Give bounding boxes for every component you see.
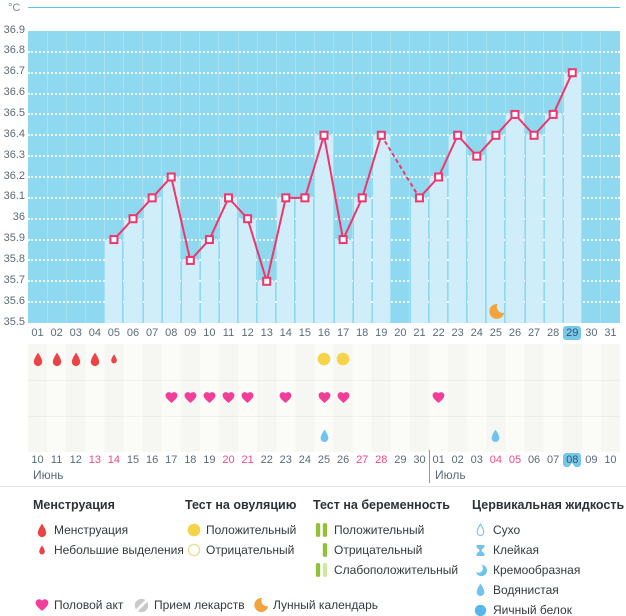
- heart-pink-marker[interactable]: [317, 391, 332, 404]
- cycle-day-05[interactable]: 05: [107, 327, 121, 339]
- legend-bottom-item-2: [252, 596, 378, 614]
- month-label-1: Июль: [435, 468, 466, 482]
- hourglass-blue-icon: [475, 544, 486, 557]
- temperature-point[interactable]: [206, 236, 213, 243]
- legend-column-3: [472, 498, 624, 616]
- y-tick-label: 35.9: [3, 232, 25, 245]
- drop-red-icon: [33, 523, 50, 538]
- y-tick-label: 36.5: [3, 106, 25, 119]
- y-tick-label: 36.6: [3, 86, 25, 99]
- heart-pink-icon: [431, 391, 446, 404]
- drop-red-marker[interactable]: [32, 352, 44, 367]
- comma-blue-icon: [474, 564, 487, 577]
- calendar-date-12[interactable]: 12: [69, 454, 82, 466]
- legend-item: [33, 540, 184, 560]
- calendar-date-30[interactable]: 30: [413, 454, 426, 466]
- calendar-date-11[interactable]: 11: [50, 454, 63, 466]
- y-tick-label: 35.6: [3, 294, 25, 307]
- legend-item: [472, 560, 624, 580]
- divider: [0, 486, 626, 487]
- temperature-point[interactable]: [378, 132, 385, 139]
- heart-pink-icon: [221, 391, 236, 404]
- line-segment-dashed: [381, 135, 419, 198]
- legend-column-1: [185, 498, 296, 560]
- cycle-day-25[interactable]: 25: [489, 327, 502, 339]
- calendar-date-21[interactable]: 21: [241, 454, 254, 466]
- circle-yellow-icon: [336, 352, 350, 366]
- heart-pink-marker[interactable]: [221, 391, 236, 404]
- calendar-date-23[interactable]: 23: [279, 454, 292, 466]
- bar-green-single-icon: [315, 543, 328, 557]
- cycle-day-13[interactable]: 13: [260, 327, 273, 339]
- calendar-date-18[interactable]: 18: [184, 454, 197, 466]
- cycle-day-26[interactable]: 26: [508, 327, 522, 339]
- drop-red-icon: [36, 523, 48, 538]
- line-segment: [114, 135, 381, 281]
- temperature-point[interactable]: [149, 194, 156, 201]
- cycle-day-30[interactable]: 30: [585, 327, 598, 339]
- heart-pink-marker[interactable]: [278, 391, 293, 404]
- drop-red-small-marker[interactable]: [110, 354, 118, 364]
- circle-yellow-icon: [187, 523, 201, 537]
- temperature-point[interactable]: [473, 153, 480, 160]
- temperature-point[interactable]: [492, 132, 499, 139]
- calendar-date-26[interactable]: 26: [336, 454, 350, 466]
- temperature-point[interactable]: [263, 278, 270, 285]
- cycle-day-17[interactable]: 17: [336, 327, 350, 339]
- lunar-calendar-marker: [488, 303, 505, 320]
- drop-outline-blue-icon: [475, 523, 486, 537]
- circle-yellow-marker[interactable]: [336, 352, 350, 366]
- temperature-point[interactable]: [531, 132, 538, 139]
- legend-item-label: Положительный: [334, 523, 425, 537]
- drop-red-icon: [32, 352, 44, 367]
- drop-blue-icon: [490, 429, 501, 443]
- calendar-date-28[interactable]: 28: [375, 454, 388, 466]
- calendar-date-04[interactable]: 04: [489, 454, 502, 466]
- y-tick-label: 36.9: [3, 23, 25, 36]
- cycle-day-20[interactable]: 20: [394, 327, 407, 339]
- legend-header: Тест на беременность: [313, 498, 450, 512]
- heart-pink-marker[interactable]: [202, 391, 217, 404]
- month-separator: [429, 450, 430, 483]
- cycle-day-16[interactable]: 16: [317, 327, 331, 339]
- temperature-point[interactable]: [321, 132, 328, 139]
- row-separator: [28, 380, 620, 381]
- legend-item-label: Водянистая: [493, 583, 559, 597]
- cycle-day-04[interactable]: 04: [88, 327, 101, 339]
- temperature-point[interactable]: [110, 236, 117, 243]
- comma-blue-icon: [472, 564, 489, 577]
- legend-item: [185, 520, 296, 540]
- calendar-date-20[interactable]: 20: [222, 454, 235, 466]
- legend-item-label: Клейкая: [493, 543, 540, 557]
- calendar-date-16[interactable]: 16: [146, 454, 159, 466]
- cycle-day-31[interactable]: 31: [604, 327, 617, 339]
- legend-item: [33, 520, 184, 540]
- legend-item-label: Менструация: [54, 523, 129, 537]
- temperature-point[interactable]: [301, 194, 308, 201]
- highlight-pointer: [568, 463, 576, 468]
- cycle-day-09[interactable]: 09: [184, 327, 197, 339]
- cycle-day-29[interactable]: [563, 325, 582, 341]
- cycle-day-11[interactable]: 11: [222, 327, 235, 339]
- calendar-date-10[interactable]: 10: [31, 454, 44, 466]
- temperature-point[interactable]: [359, 194, 366, 201]
- heart-pink-icon: [33, 598, 50, 612]
- drop-blue-marker[interactable]: [490, 429, 501, 443]
- drop-outline-blue-icon: [472, 523, 489, 537]
- calendar-date-13[interactable]: 13: [88, 454, 101, 466]
- y-tick-label: 36.2: [3, 169, 25, 182]
- cycle-day-row: [28, 325, 620, 343]
- legend-item-label: Лунный календарь: [273, 598, 379, 612]
- calendar-date-27[interactable]: 27: [356, 454, 369, 466]
- cycle-day-08[interactable]: 08: [165, 327, 178, 339]
- calendar-date-06[interactable]: 06: [527, 454, 541, 466]
- calendar-date-24[interactable]: 24: [298, 454, 312, 466]
- temperature-point[interactable]: [282, 194, 289, 201]
- row-separator: [28, 416, 620, 417]
- circle-yellow-marker[interactable]: [317, 352, 331, 366]
- calendar-date-25[interactable]: 25: [317, 454, 331, 466]
- cycle-day-28[interactable]: 28: [547, 327, 560, 339]
- highlighted-date: 08: [563, 453, 581, 467]
- cycle-day-23[interactable]: 23: [451, 327, 464, 339]
- legend-item-label: Половой акт: [54, 598, 124, 612]
- legend-item-label: Прием лекарств: [154, 598, 245, 612]
- drop-red-small-icon: [38, 545, 46, 555]
- legend-item-label: Небольшие выделения: [54, 543, 184, 557]
- cycle-day-14[interactable]: 14: [279, 327, 292, 339]
- drop-red-icon: [70, 352, 82, 367]
- calendar-date-03[interactable]: 03: [470, 454, 483, 466]
- cycle-day-22[interactable]: 22: [432, 327, 445, 339]
- cycle-day-07[interactable]: 07: [146, 327, 159, 339]
- legend-header: Тест на овуляцию: [185, 498, 297, 512]
- temperature-point[interactable]: [340, 236, 347, 243]
- temperature-point[interactable]: [511, 111, 518, 118]
- calendar-date-05[interactable]: 05: [508, 454, 522, 466]
- circle-yellow-icon: [317, 352, 331, 366]
- cycle-day-27[interactable]: 27: [527, 327, 541, 339]
- drop-blue-marker[interactable]: [319, 429, 330, 443]
- temperature-point[interactable]: [187, 257, 194, 264]
- heart-pink-icon: [183, 391, 198, 404]
- circle-yellow-outline-icon: [187, 543, 201, 557]
- calendar-date-08[interactable]: [563, 452, 582, 468]
- heart-pink-icon: [336, 391, 351, 404]
- y-tick-label: 35.7: [3, 273, 25, 286]
- cycle-day-21[interactable]: 21: [413, 327, 426, 339]
- legend-item: [472, 600, 624, 616]
- heart-pink-icon: [202, 391, 217, 404]
- calendar-date-09[interactable]: 09: [585, 454, 598, 466]
- heart-pink-marker[interactable]: [164, 391, 179, 404]
- calendar-date-14[interactable]: 14: [107, 454, 121, 466]
- legend-column-0: [33, 498, 184, 560]
- legend-item-label: Кремообразная: [493, 563, 581, 577]
- heart-pink-marker[interactable]: [183, 391, 198, 404]
- legend-item-label: Отрицательный: [206, 543, 295, 557]
- legend-item: [185, 540, 296, 560]
- legend-item-label: Положительный: [206, 523, 297, 537]
- calendar-date-22[interactable]: 22: [260, 454, 273, 466]
- bars-green-weak-icon: [313, 563, 330, 577]
- bar-green-single-icon: [313, 543, 330, 557]
- temperature-point[interactable]: [550, 111, 557, 118]
- circle-yellow-outline-icon: [185, 543, 202, 557]
- temperature-line-chart: [28, 8, 620, 323]
- legend-item: [313, 540, 458, 560]
- y-tick-label: 35.8: [3, 252, 25, 265]
- calendar-date-07[interactable]: 07: [547, 454, 560, 466]
- y-tick-label: 36.1: [3, 190, 25, 203]
- drop-red-marker[interactable]: [70, 352, 82, 367]
- heart-pink-icon: [317, 391, 332, 404]
- legend-bottom-item-0: [33, 596, 123, 614]
- drop-red-marker[interactable]: [89, 352, 101, 367]
- heart-pink-marker[interactable]: [431, 391, 446, 404]
- event-icon-grid: [28, 344, 620, 452]
- temperature-point[interactable]: [168, 174, 175, 181]
- moon-orange-icon: [253, 597, 269, 613]
- cycle-day-18[interactable]: 18: [356, 327, 369, 339]
- legend-header: Менструация: [33, 498, 115, 512]
- legend-item: [313, 560, 458, 580]
- circle-blue-icon: [472, 604, 489, 616]
- calendar-date-29[interactable]: 29: [394, 454, 407, 466]
- drop-blue-icon: [472, 583, 489, 597]
- calendar-date-17[interactable]: 17: [165, 454, 178, 466]
- temperature-point[interactable]: [435, 174, 442, 181]
- legend-column-2: [313, 498, 458, 580]
- legend-item: [472, 540, 624, 560]
- circle-yellow-icon: [185, 523, 202, 537]
- cycle-day-24[interactable]: 24: [470, 327, 483, 339]
- y-tick-label: 36.3: [3, 148, 25, 161]
- heart-pink-icon: [164, 391, 179, 404]
- drop-red-small-icon: [110, 354, 118, 364]
- y-axis-unit-label: °C: [8, 2, 21, 14]
- legend-item: [472, 520, 624, 540]
- cycle-day-19[interactable]: 19: [375, 327, 388, 339]
- legend-item-label: Отрицательный: [334, 543, 423, 557]
- temperature-point[interactable]: [454, 132, 461, 139]
- heart-pink-icon: [278, 391, 293, 404]
- calendar-date-10[interactable]: 10: [604, 454, 617, 466]
- drop-red-icon: [51, 352, 63, 367]
- bars-green-weak-icon: [315, 563, 328, 577]
- heart-pink-marker[interactable]: [240, 391, 255, 404]
- cycle-day-03[interactable]: 03: [69, 327, 82, 339]
- drop-red-small-icon: [33, 545, 50, 555]
- bars-green-double-icon: [315, 523, 328, 537]
- y-tick-label: 35.5: [3, 315, 25, 328]
- calendar-date-01[interactable]: 01: [432, 454, 445, 466]
- cycle-day-01[interactable]: 01: [31, 327, 44, 339]
- month-label-0: Июнь: [33, 468, 64, 482]
- calendar-date-19[interactable]: 19: [203, 454, 216, 466]
- legend-bottom-item-1: [133, 596, 245, 614]
- pill-gray-icon: [134, 598, 149, 613]
- legend-item: [313, 520, 458, 540]
- drop-blue-icon: [319, 429, 330, 443]
- y-tick-label: 36: [12, 211, 25, 224]
- legend-item-label: Сухо: [493, 523, 521, 537]
- cycle-day-02[interactable]: 02: [50, 327, 63, 339]
- moon-orange-icon: [488, 303, 505, 320]
- y-tick-label: 36.7: [3, 65, 25, 78]
- legend-item-label: Слабоположительный: [334, 563, 459, 577]
- hourglass-blue-icon: [472, 544, 489, 557]
- y-tick-label: 36.4: [3, 127, 25, 140]
- heart-pink-icon: [240, 391, 255, 404]
- drop-red-marker[interactable]: [51, 352, 63, 367]
- heart-pink-marker[interactable]: [336, 391, 351, 404]
- temperature-point[interactable]: [416, 194, 423, 201]
- temperature-point[interactable]: [225, 194, 232, 201]
- pill-gray-icon: [133, 598, 150, 613]
- cycle-day-10[interactable]: 10: [203, 327, 216, 339]
- cycle-day-06[interactable]: 06: [126, 327, 140, 339]
- legend-header: Цервикальная жидкость: [472, 498, 625, 512]
- temperature-point[interactable]: [569, 69, 576, 76]
- legend-item-label: Яичный белок: [493, 603, 572, 616]
- temperature-point[interactable]: [244, 215, 251, 222]
- drop-red-icon: [89, 352, 101, 367]
- calendar-date-02[interactable]: 02: [451, 454, 464, 466]
- drop-blue-icon: [475, 583, 486, 597]
- highlighted-cycle-day: 29: [563, 326, 581, 340]
- moon-orange-icon: [252, 597, 269, 613]
- y-tick-label: 36.8: [3, 44, 25, 57]
- cycle-day-12[interactable]: 12: [241, 327, 254, 339]
- heart-pink-icon: [34, 598, 50, 612]
- temperature-plot: [28, 7, 620, 322]
- legend-item: [472, 580, 624, 600]
- calendar-date-row: [28, 452, 620, 469]
- cycle-day-15[interactable]: 15: [298, 327, 312, 339]
- circle-blue-icon: [474, 604, 487, 616]
- calendar-date-15[interactable]: 15: [126, 454, 140, 466]
- temperature-point[interactable]: [130, 215, 137, 222]
- bars-green-double-icon: [313, 523, 330, 537]
